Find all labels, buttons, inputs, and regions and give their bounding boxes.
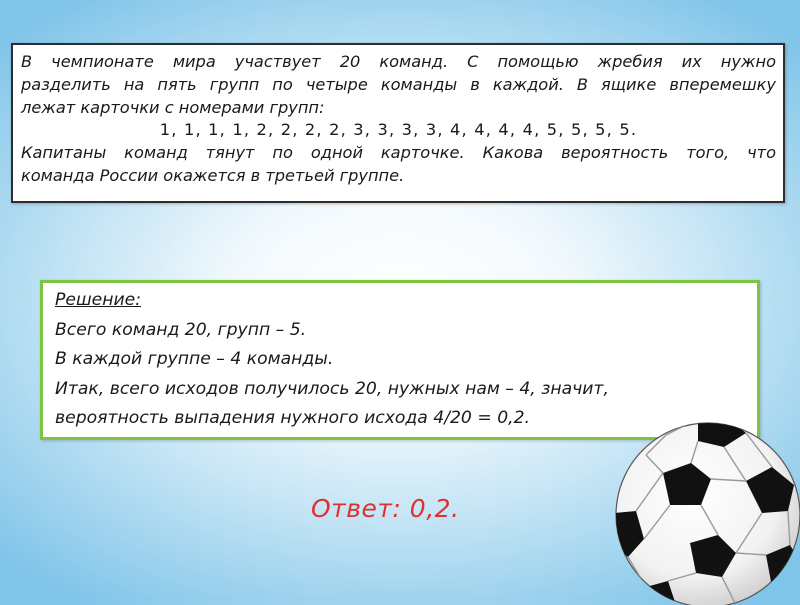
solution-line-1: Всего команд 20, групп – 5. — [55, 319, 307, 340]
card-numbers: 1, 1, 1, 1, 2, 2, 2, 2, 3, 3, 3, 3, 4, 4, 4, 4, 5, 5, 5, 5. — [159, 120, 638, 140]
problem-line-6: команда России окажется в третьей группе. — [21, 165, 405, 185]
problem-line-5: Капитаны команд тянут по одной карточке. Какова вероятность того, что — [21, 143, 776, 163]
solution-line-3: Итак, всего исходов получилось 20, нужных нам – 4, значит, — [55, 378, 609, 399]
solution-line-2: В каждой группе – 4 команды. — [55, 349, 334, 369]
problem-line-1: В чемпионате мира участвует 20 команд. С помощью жребия их нужно — [21, 52, 776, 71]
problem-box — [11, 43, 785, 203]
solution-title: Решение: — [55, 290, 142, 310]
solution-line-4: вероятность выпадения нужного исхода 4/20 = 0,2. — [55, 408, 530, 428]
problem-line-3: лежат карточки с номерами групп: — [21, 97, 325, 117]
problem-line-2: разделить на пять групп по четыре команды в каждой. В ящике вперемешку — [21, 74, 776, 94]
answer-text: Ответ: 0,2. — [311, 494, 460, 523]
soccer-ball-image — [606, 415, 800, 605]
